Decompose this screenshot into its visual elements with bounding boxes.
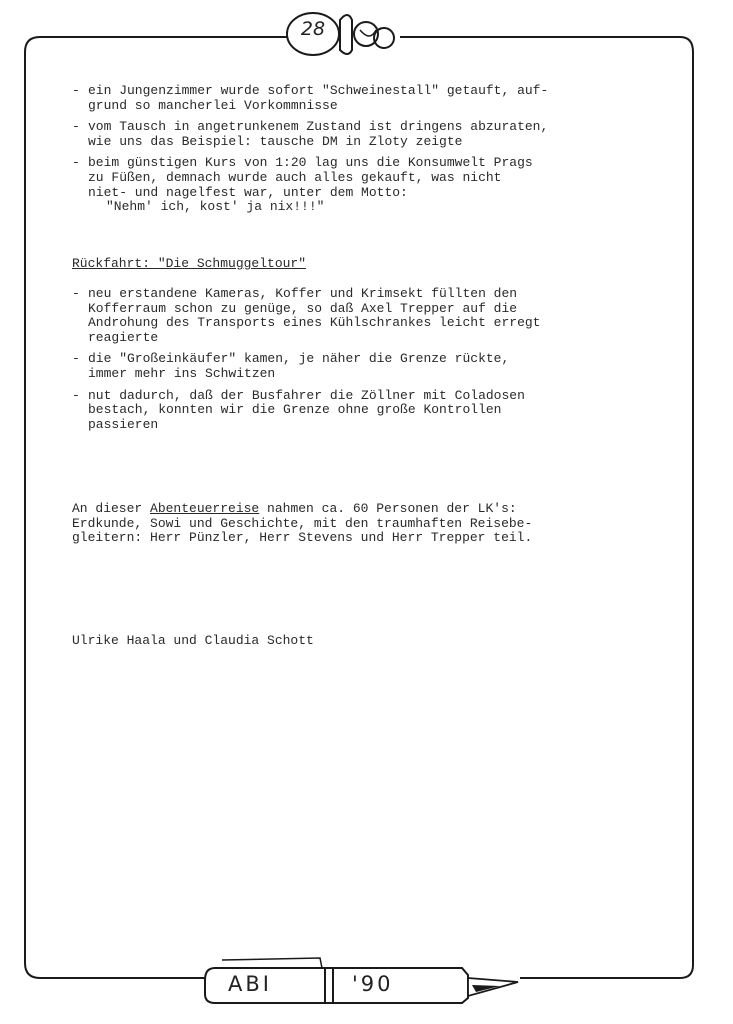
- bow-ornament: [340, 15, 352, 54]
- footer-year: '90: [352, 972, 394, 996]
- list-item: - vom Tausch in angetrunkenem Zustand ist dringens abzuraten, wie uns das Beispiel: tausche DM in Zloty zeigte: [72, 120, 632, 149]
- summary-paragraph: An dieser Abenteuerreise nahmen ca. 60 Personen der LK's: Erdkunde, Sowi und Geschichte, mit den traumhaften Reisebe- gleitern: Herr Pünzler, Herr Stevens und Herr Trepper teil.: [72, 501, 533, 546]
- list-item: - die "Großeinkäufer" kamen, je näher die Grenze rückte, immer mehr ins Schwitzen: [72, 352, 632, 381]
- section-1-list: [72, 84, 632, 215]
- section-1: [72, 84, 632, 222]
- authors: Ulrike Haala und Claudia Schott: [72, 633, 314, 648]
- footer-abi: ABI: [228, 972, 272, 996]
- section-2-heading: Rückfahrt: "Die Schmuggeltour": [72, 256, 307, 271]
- underlined-word: Abenteuerreise: [150, 501, 260, 516]
- page-number: 28: [300, 18, 326, 40]
- list-item: - ein Jungenzimmer wurde sofort "Schweinestall" getauft, auf- grund so mancherlei Vorkommnisse: [72, 84, 632, 113]
- list-item: - neu erstandene Kameras, Koffer und Krimsekt füllten den Kofferraum schon zu genüge, so daß Axel Trepper auf die Androhung des Transports eines Kühlschrankes leicht erregt reagierte: [72, 287, 632, 345]
- section-2-list: [72, 287, 632, 432]
- motto-quote: "Nehm' ich, kost' ja nix!!!": [106, 199, 325, 215]
- section-2: [72, 287, 632, 439]
- list-item: - nut dadurch, daß der Busfahrer die Zöllner mit Coladosen bestach, konnten wir die Grenze ohne große Kontrollen passieren: [72, 389, 632, 433]
- list-item: - beim günstigen Kurs von 1:20 lag uns die Konsumwelt Prags zu Füßen, demnach wurde auch alles gekauft, was nicht niet- und nagelfest war, unter dem Motto: "Nehm' ich, kost' ja nix!!!": [72, 156, 632, 214]
